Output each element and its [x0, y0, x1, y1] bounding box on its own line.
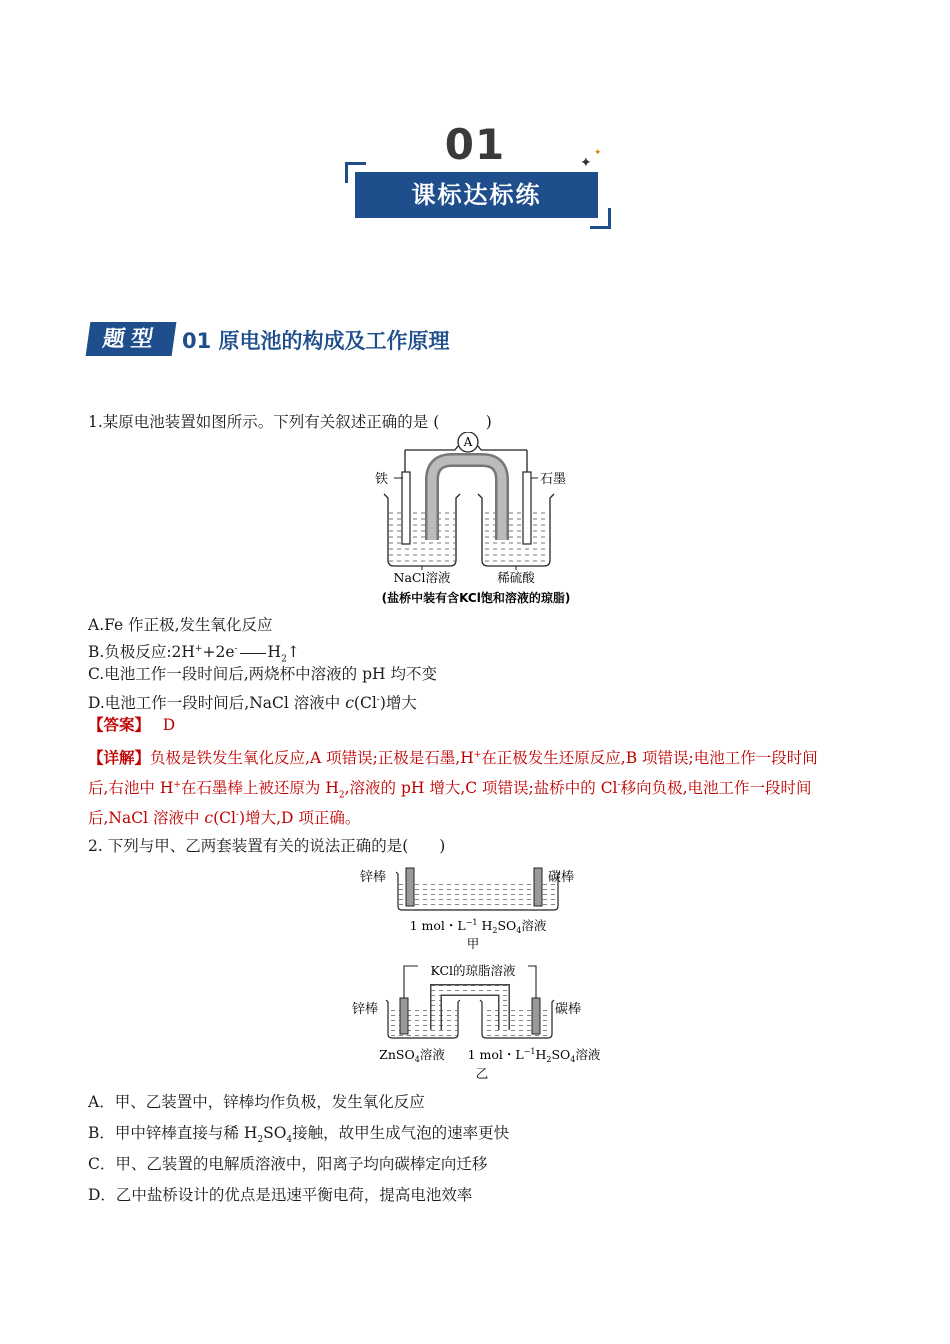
yi-label: 乙 — [475, 1066, 489, 1081]
yi-left-solution-label: ZnSO$_4$溶液 — [379, 1047, 445, 1064]
yi-zinc-rod — [400, 998, 408, 1034]
q1-detail-line-3: 后,NaCl 溶液中 c(Cl-)增大,D 项正确。 — [88, 809, 361, 828]
section-tag: 题型 — [86, 322, 177, 356]
chapter-number: 01 — [444, 120, 506, 169]
left-solution-fill — [389, 510, 455, 565]
q1-option-c: C.电池工作一段时间后,两烧杯中溶液的 pH 均不变 — [88, 665, 437, 683]
chapter-title: 课标达标练 — [355, 172, 598, 218]
q2-stem: 2. 下列与甲、乙两套装置有关的说法正确的是( ) — [88, 837, 446, 855]
yi-right-label: 碳棒 — [555, 1002, 582, 1017]
q2-option-b: B．甲中锌棒直接与稀 $H_2SO_4$接触，故甲生成气泡的速率更快 — [88, 1124, 510, 1146]
jia-label: 甲 — [466, 936, 480, 951]
figure-caption: (盐桥中装有含KCl饱和溶液的琼脂) — [381, 591, 571, 605]
left-electrode-label: 铁 — [375, 472, 389, 487]
jia-carbon-rod — [534, 868, 542, 906]
yi-bridge-label: KCl的琼脂溶液 — [430, 963, 516, 978]
q1-option-d: D.电池工作一段时间后,NaCl 溶液中 c(Cl-)增大 — [88, 694, 417, 713]
jia-left-label: 锌棒 — [360, 870, 387, 885]
section-title: 01 原电池的构成及工作原理 — [182, 329, 450, 353]
q1-option-a: A.Fe 作正极,发生氧化反应 — [88, 616, 273, 634]
q1-option-b: B.负极反应:2H++2e- $H_2↑$ — [88, 643, 300, 665]
q2-figure-yi — [350, 958, 606, 1082]
yi-carbon-rod — [532, 998, 540, 1034]
q2-option-d: D．乙中盐桥设计的优点是迅速平衡电荷，提高电池效率 — [88, 1186, 473, 1204]
iron-electrode — [402, 472, 410, 544]
right-solution-label: 稀硫酸 — [497, 570, 535, 585]
sparkle-icon: ✦ — [580, 155, 592, 171]
q2-option-c: C．甲、乙装置的电解质溶液中，阳离子均向碳棒定向迁移 — [88, 1155, 488, 1173]
jia-right-label: 碳棒 — [548, 870, 575, 885]
right-electrode-label: 石墨 — [540, 472, 567, 487]
q1-answer: 【答案】 D — [88, 715, 176, 734]
q1-detail-line-1: 【详解】负极是铁发生氧化反应,A 项错误;正极是石墨,H+在正极发生还原反应,B 项错误;电池工作一段时间 — [88, 748, 818, 768]
ammeter-label: A — [463, 435, 473, 449]
jia-zinc-rod — [406, 868, 414, 906]
yi-right-solution-label: 1 mol・$L^{-1}H_2SO_4$溶液 — [467, 1047, 601, 1064]
q1-figure — [372, 432, 602, 612]
sparkle-small-icon: ✦ — [594, 148, 602, 158]
jia-solution-label: 1 mol・$L^{-1}$ $H_2SO_4$溶液 — [409, 918, 547, 935]
left-solution-label: NaCl溶液 — [393, 570, 451, 585]
graphite-electrode — [523, 472, 531, 544]
right-solution-fill — [483, 510, 549, 565]
q2-option-a: A．甲、乙装置中，锌棒均作负极，发生氧化反应 — [88, 1093, 425, 1111]
q2-figure-jia — [358, 862, 598, 954]
q1-stem: 1.某原电池装置如图所示。下列有关叙述正确的是 ( ) — [88, 413, 492, 431]
q1-detail-line-2: 后,右池中 H+在石墨棒上被还原为 $H_2$,溶液的 pH 增大,C 项错误;盐桥中的 Cl-移向负极,电池工作一段时间 — [88, 779, 812, 801]
yi-left-label: 锌棒 — [352, 1002, 379, 1017]
